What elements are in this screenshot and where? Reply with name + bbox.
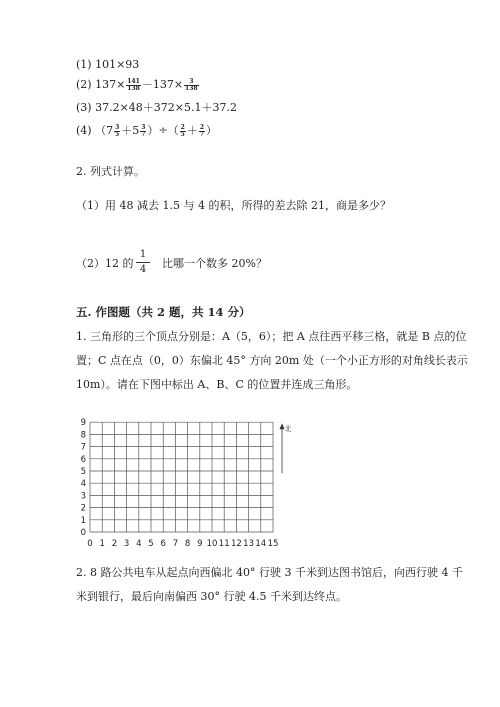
calc-item-1: (1) 101×93 bbox=[76, 58, 140, 71]
x-axis-tick-label: 2 bbox=[111, 539, 118, 549]
section-5-title: 五. 作图题（共 2 题，共 14 分） bbox=[76, 305, 251, 319]
x-axis-tick-label: 12 bbox=[230, 539, 242, 549]
x-axis-tick-label: 8 bbox=[184, 539, 191, 549]
calc-item-2 bbox=[76, 78, 200, 92]
fraction: $\frac{2}{7}$ bbox=[199, 123, 205, 138]
y-axis-tick-label: 2 bbox=[80, 503, 86, 514]
y-axis-tick-label: 6 bbox=[80, 454, 86, 465]
calc-item-2-mid: －137× bbox=[141, 78, 184, 91]
x-axis-tick-label: 10 bbox=[206, 539, 218, 549]
x-axis-tick-label: 15 bbox=[267, 539, 279, 549]
north-label: 北 bbox=[284, 425, 292, 434]
question-2-2-fraction: 1 4 bbox=[136, 250, 150, 275]
question-2-2-prefix: （2）12 的 bbox=[76, 257, 134, 270]
x-axis-tick-label: 9 bbox=[197, 539, 203, 549]
x-axis-tick-label: 13 bbox=[243, 539, 255, 549]
x-axis-tick-label: 1 bbox=[99, 539, 105, 549]
y-axis-tick-label: 9 bbox=[80, 418, 86, 429]
section-2-title: 2. 列式计算。 bbox=[76, 165, 145, 178]
coordinate-grid bbox=[76, 408, 296, 550]
y-axis-tick-label: 1 bbox=[80, 515, 86, 526]
x-axis-tick-label: 0 bbox=[87, 539, 93, 549]
x-axis-tick-label: 4 bbox=[136, 539, 142, 549]
calc-item-3: (3) 37.2×48＋372×5.1＋37.2 bbox=[76, 101, 237, 114]
question-2-1: （1）用 48 减去 1.5 与 4 的积，所得的差去除 21，商是多少？ bbox=[76, 199, 391, 212]
fraction: $\frac{3}{138}$ bbox=[185, 77, 198, 92]
question-5-2-line-1: 2. 8 路公共电车从起点向西偏北 40° 行驶 3 千米到达图书馆后，向西行驶 4 千 bbox=[76, 566, 463, 579]
x-axis-tick-label: 11 bbox=[218, 539, 230, 549]
x-axis-tick-label: 6 bbox=[160, 539, 166, 549]
fraction: $\frac{2}{5}$ bbox=[180, 123, 185, 138]
y-axis-tick-label: 5 bbox=[80, 467, 86, 477]
y-axis-tick-label: 8 bbox=[80, 430, 86, 441]
fraction: $\frac{3}{5}$ bbox=[115, 123, 120, 138]
x-axis-tick-label: 7 bbox=[172, 539, 179, 549]
question-5-1-line-3: 10m）。请在下图中标出 A、B、C 的位置并连成三角形。 bbox=[76, 378, 358, 391]
question-5-1-line-2: 置；C 点在点（0，0）东偏北 45° 方向 20m 处（一个小正方形的对角线长表示 bbox=[76, 354, 468, 367]
fraction: $\frac{141}{138}$ bbox=[127, 77, 140, 92]
y-axis-tick-label: 7 bbox=[80, 442, 86, 453]
question-5-2-line-2: 米到银行，最后向南偏西 30° 行驶 4.5 千米到达终点。 bbox=[76, 590, 347, 603]
y-axis-tick-label: 4 bbox=[80, 479, 86, 490]
question-2-2-suffix: 比哪一个数多 20%？ bbox=[162, 257, 267, 270]
calc-item-4: (4) （7 $\frac{3}{5}$ ＋5 $\frac{3}{7}$ ）÷（ $\frac{2}{5}$ ＋ $\frac{2}{7}$ ） bbox=[76, 123, 218, 138]
calc-item-2-prefix: (2) 137× bbox=[76, 78, 126, 91]
question-5-1-line-1: 1. 三角形的三个顶点分别是：A（5，6）；把 A 点往西平移三格，就是 B 点的位 bbox=[76, 330, 467, 343]
x-axis-tick-label: 3 bbox=[123, 539, 130, 549]
x-axis-tick-label: 14 bbox=[255, 539, 267, 549]
x-axis-tick-label: 5 bbox=[148, 539, 154, 549]
fraction: $\frac{3}{7}$ bbox=[141, 123, 146, 138]
y-axis-tick-label: 3 bbox=[80, 491, 86, 502]
y-axis-tick-label: 0 bbox=[80, 528, 86, 538]
